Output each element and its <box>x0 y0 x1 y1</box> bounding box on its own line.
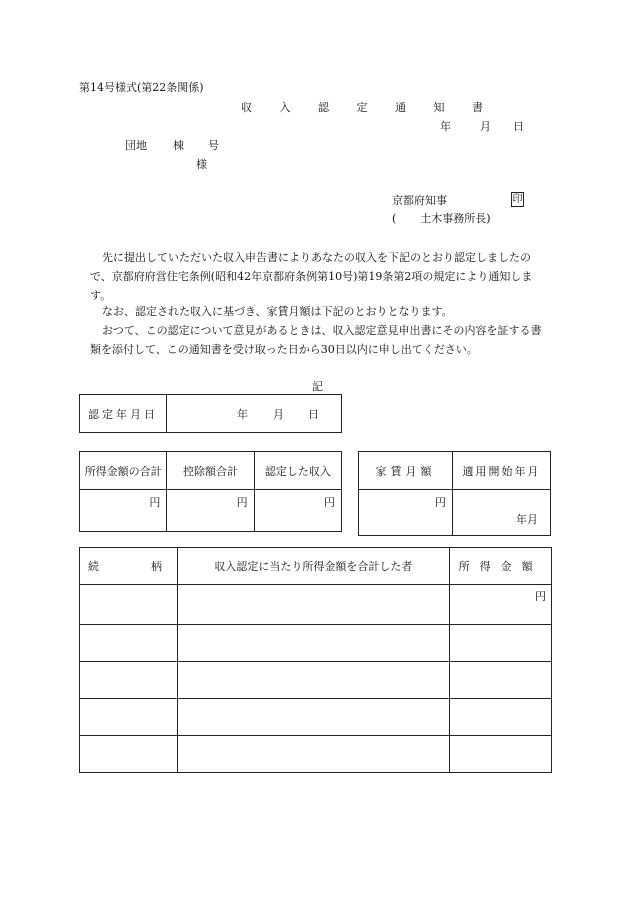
member-relation-cell <box>80 736 178 773</box>
rent-start-year-label: 年 <box>516 513 527 526</box>
rent-start-month-label: 月 <box>527 513 538 526</box>
danchi-label: 団地 <box>125 139 147 152</box>
table-row <box>80 736 552 773</box>
member-name-cell <box>177 585 450 625</box>
rent-header-start: 適用開始年月 <box>452 452 550 490</box>
income-table <box>79 451 342 532</box>
income-value-total: 円 <box>80 490 167 532</box>
recipient-address <box>125 139 219 153</box>
certification-date-table <box>79 394 342 433</box>
members-header-relation <box>80 548 178 585</box>
member-name-cell <box>177 625 450 662</box>
rent-header-monthly: 家賃月額 <box>359 452 453 490</box>
paragraph-notice: 先に提出していただいた収入申告書によりあなたの収入を下記のとおり認定しましたので、京都府府営住宅条例(昭和42年京都府条例第10号)第19条第2項の規定により通知します。 <box>90 251 533 302</box>
income-header-deduction: 控除額合計 <box>167 452 254 490</box>
member-relation-cell <box>80 662 178 699</box>
paragraph-objection: おつて、この認定について意見があるときは、収入認定意見申出書にその内容を証する書類を添付して、この通知書を受け取った日から30日以内に申し出てください。 <box>90 324 542 356</box>
ki-heading: 記 <box>312 380 323 393</box>
paragraph-rent: なお、認定された収入に基づき、家賃月額は下記のとおりとなります。 <box>102 305 453 318</box>
office-open-paren: ( <box>392 212 397 225</box>
issuer-office <box>392 212 491 226</box>
member-name-cell <box>177 736 450 773</box>
member-relation-cell <box>80 699 178 736</box>
rent-table <box>358 451 551 536</box>
issue-date-year-label: 年 <box>440 120 451 133</box>
cert-day-label: 日 <box>308 407 319 421</box>
issue-date <box>440 120 524 134</box>
rent-value-monthly: 円 <box>359 490 453 536</box>
office-label: 土木事務所長) <box>420 212 491 225</box>
member-relation-cell <box>80 585 178 625</box>
cert-year-label: 年 <box>237 407 248 421</box>
household-members-table <box>79 547 552 773</box>
table-row <box>80 625 552 662</box>
seal-mark: 印 <box>512 194 523 205</box>
income-header-certified: 認定した収入 <box>254 452 341 490</box>
rent-value-start <box>452 490 550 536</box>
issue-date-day-label: 日 <box>513 120 524 133</box>
member-amount-cell <box>450 662 552 699</box>
gou-label: 号 <box>208 139 219 152</box>
member-name-cell <box>177 662 450 699</box>
issuer-governor: 京都府知事 <box>392 194 447 207</box>
member-amount-cell: 円 <box>450 585 552 625</box>
income-value-certified: 円 <box>254 490 341 532</box>
relation-label-b: 柄 <box>151 560 162 573</box>
member-amount-cell <box>450 736 552 773</box>
income-header-total: 所得金額の合計 <box>80 452 167 490</box>
table-row <box>80 699 552 736</box>
member-relation-cell <box>80 625 178 662</box>
table-row <box>80 585 552 625</box>
income-value-deduction: 円 <box>167 490 254 532</box>
certification-date-value <box>167 395 342 433</box>
members-header-name: 収入認定に当たり所得金額を合計した者 <box>177 548 450 585</box>
relation-label-a: 続 <box>88 560 99 573</box>
member-amount-cell <box>450 699 552 736</box>
issue-date-month-label: 月 <box>480 120 491 133</box>
certification-date-label: 認定年月日 <box>80 395 167 433</box>
member-name-cell <box>177 699 450 736</box>
form-number: 第14号様式(第22条関係) <box>79 81 204 94</box>
member-amount-cell <box>450 625 552 662</box>
document-title: 収 入 認 定 通 知 書 <box>241 101 495 114</box>
recipient-honorific: 様 <box>196 158 207 171</box>
cert-month-label: 月 <box>273 407 284 421</box>
tou-label: 棟 <box>173 139 184 152</box>
members-header-amount: 所得金額 <box>450 548 552 585</box>
table-row <box>80 662 552 699</box>
